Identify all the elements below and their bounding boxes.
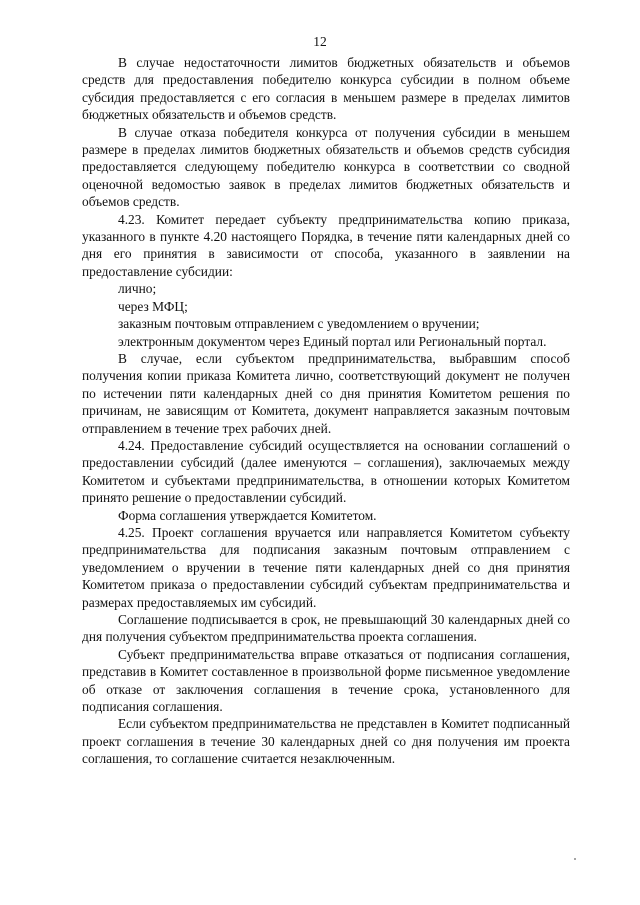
page-number: 12 [313,34,327,49]
list-item-registered-mail: заказным почтовым отправлением с уведомлением о вручении; [118,316,480,332]
paragraph-right-to-refuse: Субъект предпринимательства вправе отказаться от подписания соглашения, представив в Комитет составленное в произвольной форме письменное уведомление об отказе от заключения соглашения в течение срока, установленного для подписания соглашения. [82,646,570,715]
list-item-electronic: электронным документом через Единый портал или Региональный портал. [118,333,547,349]
scan-artifact [574,858,576,860]
document-body [82,54,570,768]
paragraph-not-concluded: Если субъектом предпринимательства не представлен в Комитет подписанный проект соглашения в течение 30 календарных дней со дня получения им проекта соглашения, то соглашение считается незаключенным. [82,716,570,767]
paragraph-4-25: 4.25. Проект соглашения вручается или направляется Комитетом субъекту предпринимательства для подписания заказным почтовым отправлением с уведомлением о вручении в течение пяти календарных дней со дня принятия Комитетом приказа о предоставлении субсидий субъектам предпринимательства и размерах предоставляемых им субсидий. [82,524,570,610]
paragraph-copy-not-received: В случае, если субъектом предпринимательства, выбравшим способ получения копии приказа Комитета лично, соответствующий документ не получен по истечении пяти календарных дней со дня принятия Комитетом решения по причинам, не зависящим от Комитета, документ направляется заказным почтовым отправлением в течение трех рабочих дней. [82,350,570,436]
list-item-in-person: лично; [118,281,157,297]
paragraph-4-23: 4.23. Комитет передает субъекту предпринимательства копию приказа, указанного в пункте 4.20 настоящего Порядка, в течение пяти календарных дней со дня его принятия в зависимости от способа, указанного в заявлении на предоставление субсидии: [82,211,570,279]
paragraph-budget-limits: В случае недостаточности лимитов бюджетных обязательств и объемов средств для предоставления победителю конкурса субсидии в полном объеме субсидия предоставляется с его согласия в меньшем размере в пределах лимитов бюджетных обязательств и объемов средств. [82,55,570,123]
paragraph-4-24: 4.24. Предоставление субсидий осуществляется на основании соглашений о предоставлении субсидий (далее именуются – соглашения), заключаемых между Комитетом и субъектами предпринимательства, в отношении которых Комитетом принято решение о предоставлении субсидий. [82,437,570,506]
paragraph-signing-term: Соглашение подписывается в срок, не превышающий 30 календарных дней со дня получения субъектом предпринимательства проекта соглашения. [82,612,570,645]
paragraph-agreement-form: Форма соглашения утверждается Комитетом. [118,507,377,523]
paragraph-refusal-smaller-amount: В случае отказа победителя конкурса от получения субсидии в меньшем размере в пределах лимитов бюджетных обязательств и объемов средств субсидия предоставляется следующему победителю конкурса в соответствии со сводной оценочной ведомостью заявок в пределах лимитов бюджетных обязательств и объемов средств. [82,124,570,210]
list-item-mfc: через МФЦ; [118,298,188,314]
